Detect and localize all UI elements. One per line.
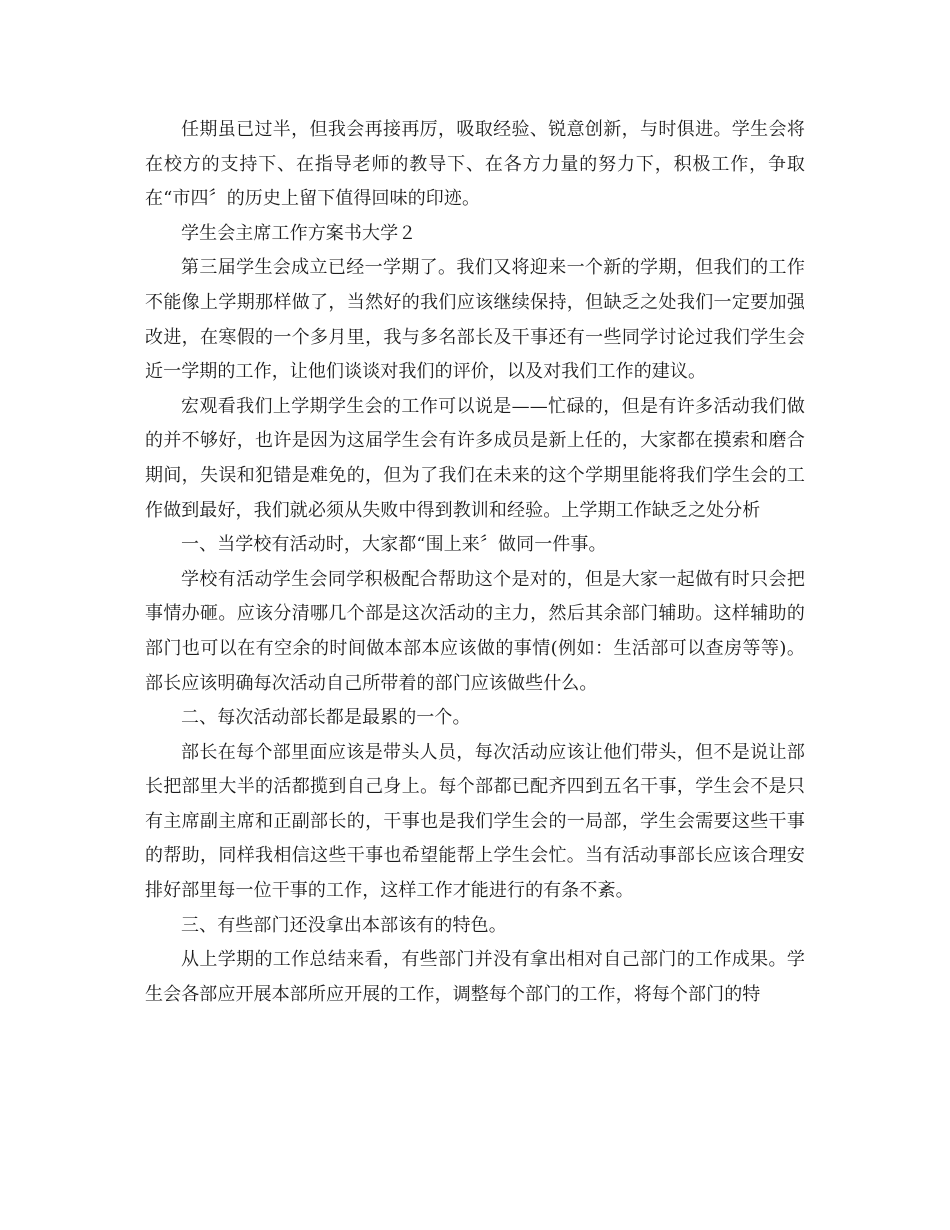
section-heading-plan-2: 学生会主席工作方案书大学２ [181, 222, 417, 244]
document-body [145, 113, 805, 1012]
paragraph-closing-remarks: 任期虽已过半，但我会再接再厉，吸取经验、锐意创新，与时俱进。学生会将在校方的支持下、在指导老师的教导下、在各方力量的努力下，积极工作，争取在“市四〞的历史上留下值得回味的印迹。 [145, 119, 805, 210]
paragraph-point-1: 学校有活动学生会同学积极配合帮助这个是对的，但是大家一起做有时只会把事情办砸。应该分清哪几个部是这次活动的主力，然后其余部门辅助。这样辅助的部门也可以在有空余的时间做本部本应该做的事情(例如：生活部可以查房等等)。部长应该明确每次活动自己所带着的部门应该做些什么。 [145, 568, 805, 694]
paragraph-overview: 宏观看我们上学期学生会的工作可以说是——忙碌的，但是有许多活动我们做的并不够好，也许是因为这届学生会有许多成员是新上任的，大家都在摸索和磨合期间，失误和犯错是难免的，但为了我们在未来的这个学期里能将我们学生会的工作做到最好，我们就必须从失败中得到教训和经验。上学期工作缺乏之处分析 [145, 395, 805, 521]
point-heading-1: 一、当学校有活动时，大家都“围上来〞做同一件事。 [181, 534, 607, 556]
paragraph-point-3: 从上学期的工作总结来看，有些部门并没有拿出相对自己部门的工作成果。学生会各部应开展本部所应开展的工作，调整每个部门的工作，将每个部门的特 [145, 949, 805, 1005]
point-heading-2: 二、每次活动部长都是最累的一个。 [181, 707, 471, 729]
paragraph-intro: 第三届学生会成立已经一学期了。我们又将迎来一个新的学期，但我们的工作不能像上学期那样做了，当然好的我们应该继续保持，但缺乏之处我们一定要加强改进，在寒假的一个多月里，我与多名部长及干事还有一些同学讨论过我们学生会近一学期的工作，让他们谈谈对我们的评价，以及对我们工作的建议。 [145, 257, 805, 383]
point-heading-3: 三、有些部门还没拿出本部该有的特色。 [181, 914, 507, 936]
paragraph-point-2: 部长在每个部里面应该是带头人员，每次活动应该让他们带头，但不是说让部长把部里大半的活都揽到自己身上。每个部都已配齐四到五名干事，学生会不是只有主席副主席和正副部长的，干事也是我们学生会的一局部，学生会需要这些干事的帮助，同样我相信这些干事也希望能帮上学生会忙。当有活动事部长应该合理安排好部里每一位干事的工作，这样工作才能进行的有条不紊。 [145, 741, 805, 902]
